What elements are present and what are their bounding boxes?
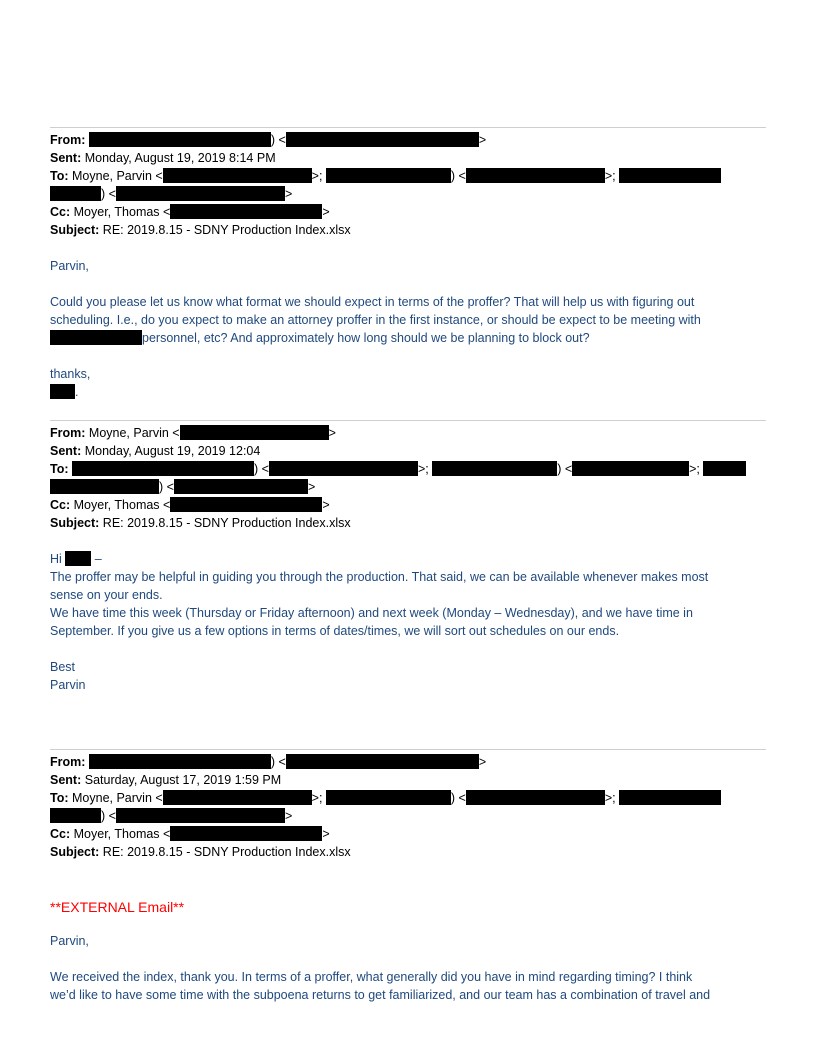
header-separator xyxy=(50,127,766,128)
cc-name: Moyer, Thomas < xyxy=(73,205,171,219)
email2-subject-line xyxy=(50,514,351,532)
email3-cc-line: Cc: Moyer, Thomas < > xyxy=(50,827,330,841)
sender-name: Moyne, Parvin < xyxy=(88,426,180,440)
email2-to-line: To: ) < >; ) < >; xyxy=(50,460,746,478)
cc-name: Moyer, Thomas < xyxy=(73,827,171,841)
email1-body-line: Could you please let us know what format we should expect in terms of the proffer? That will help us with figuring out xyxy=(50,295,695,309)
email2-cc-line: Cc: Moyer, Thomas < > xyxy=(50,498,330,512)
redaction xyxy=(466,168,605,183)
sent-date: Saturday, August 17, 2019 1:59 PM xyxy=(84,773,282,787)
redaction xyxy=(432,461,557,476)
redaction xyxy=(326,168,451,183)
redaction xyxy=(89,132,271,147)
redaction xyxy=(116,186,285,201)
redaction xyxy=(163,790,312,805)
redaction xyxy=(116,808,285,823)
email2-body-line: September. If you give us a few options in terms of dates/times, we will sort out schedules on our ends. xyxy=(50,624,620,638)
to-label: To: xyxy=(50,791,69,805)
redaction xyxy=(174,479,308,494)
email1-subject-line xyxy=(50,221,351,239)
recipient-name: Moyne, Parvin < xyxy=(72,791,163,805)
email2-closing: Best xyxy=(50,660,76,674)
email1-cc-line: Cc: Moyer, Thomas < > xyxy=(50,205,330,219)
email1-signature: . xyxy=(50,383,78,401)
email1-sent-line xyxy=(50,149,276,167)
cc-label: Cc: xyxy=(50,205,71,219)
subject-label: Subject: xyxy=(50,845,100,859)
email2-from-line: From: Moyne, Parvin < > xyxy=(50,426,336,440)
email1-body-line xyxy=(50,329,590,347)
email1-to-line-cont: ) < > xyxy=(50,185,292,203)
external-email-banner: **EXTERNAL Email** xyxy=(50,899,185,915)
subject-label: Subject: xyxy=(50,223,100,237)
redaction xyxy=(50,186,101,201)
redaction xyxy=(170,204,322,219)
subject-text: RE: 2019.8.15 - SDNY Production Index.xlsx xyxy=(102,223,351,237)
greeting-text: Hi xyxy=(50,552,62,566)
redaction xyxy=(50,479,159,494)
redaction xyxy=(703,461,746,476)
email1-signoff: thanks, xyxy=(50,367,91,381)
email1-greeting: Parvin, xyxy=(50,259,89,273)
email1-body-line: scheduling. I.e., do you expect to make an attorney proffer in the first instance, or should be expect to be meeting with xyxy=(50,313,701,327)
cc-label: Cc: xyxy=(50,827,71,841)
email3-from-line: From: ) < > xyxy=(50,755,487,769)
email3-sent-line xyxy=(50,771,281,789)
email2-greeting xyxy=(50,550,102,568)
to-label: To: xyxy=(50,169,69,183)
from-label: From: xyxy=(50,755,86,769)
cc-name: Moyer, Thomas < xyxy=(73,498,171,512)
redaction xyxy=(326,790,451,805)
subject-text: RE: 2019.8.15 - SDNY Production Index.xlsx xyxy=(102,516,351,530)
greeting-dash: – xyxy=(94,552,102,566)
body-text: personnel, etc? And approximately how long should we be planning to block out? xyxy=(142,331,590,345)
email2-signature: Parvin xyxy=(50,678,86,692)
redaction xyxy=(72,461,254,476)
email1-from-line: From: ) < > xyxy=(50,133,487,147)
redaction xyxy=(619,790,721,805)
redaction xyxy=(269,461,418,476)
cc-label: Cc: xyxy=(50,498,71,512)
redaction xyxy=(286,132,479,147)
redaction xyxy=(89,754,271,769)
sent-label: Sent: xyxy=(50,151,82,165)
redaction xyxy=(65,551,91,566)
redaction xyxy=(180,425,329,440)
redaction xyxy=(163,168,312,183)
redaction xyxy=(286,754,479,769)
redaction xyxy=(572,461,689,476)
email2-body-line: The proffer may be helpful in guiding you through the production. That said, we can be available whenever makes most xyxy=(50,570,709,584)
sent-label: Sent: xyxy=(50,773,82,787)
from-label: From: xyxy=(50,426,86,440)
redaction xyxy=(466,790,605,805)
email3-subject-line xyxy=(50,843,351,861)
email3-body-line: we’d like to have some time with the subpoena returns to get familiarized, and our team has a combination of travel and xyxy=(50,988,711,1002)
redaction xyxy=(170,497,322,512)
email3-greeting: Parvin, xyxy=(50,934,89,948)
subject-text: RE: 2019.8.15 - SDNY Production Index.xlsx xyxy=(102,845,351,859)
email3-body-line: We received the index, thank you. In terms of a proffer, what generally did you have in mind regarding timing? I think xyxy=(50,970,693,984)
from-label: From: xyxy=(50,133,86,147)
recipient-name: Moyne, Parvin < xyxy=(72,169,163,183)
header-separator xyxy=(50,749,766,750)
to-label: To: xyxy=(50,462,69,476)
redaction xyxy=(170,826,322,841)
redaction xyxy=(50,330,142,345)
email2-body-line: sense on your ends. xyxy=(50,588,163,602)
email3-to-line-cont: ) < > xyxy=(50,807,292,825)
redaction xyxy=(50,384,75,399)
email1-to-line: To: Moyne, Parvin < >; ) < >; xyxy=(50,167,721,185)
email2-to-line-cont: ) < > xyxy=(50,478,315,496)
header-separator xyxy=(50,420,766,421)
email2-sent-line xyxy=(50,442,260,460)
subject-label: Subject: xyxy=(50,516,100,530)
email2-body-line: We have time this week (Thursday or Friday afternoon) and next week (Monday – Wednesday), and we have time in xyxy=(50,606,693,620)
redaction xyxy=(50,808,101,823)
redaction xyxy=(619,168,721,183)
sent-label: Sent: xyxy=(50,444,82,458)
sent-date: Monday, August 19, 2019 12:04 xyxy=(84,444,261,458)
sent-date: Monday, August 19, 2019 8:14 PM xyxy=(84,151,276,165)
email3-to-line: To: Moyne, Parvin < >; ) < >; xyxy=(50,789,721,807)
